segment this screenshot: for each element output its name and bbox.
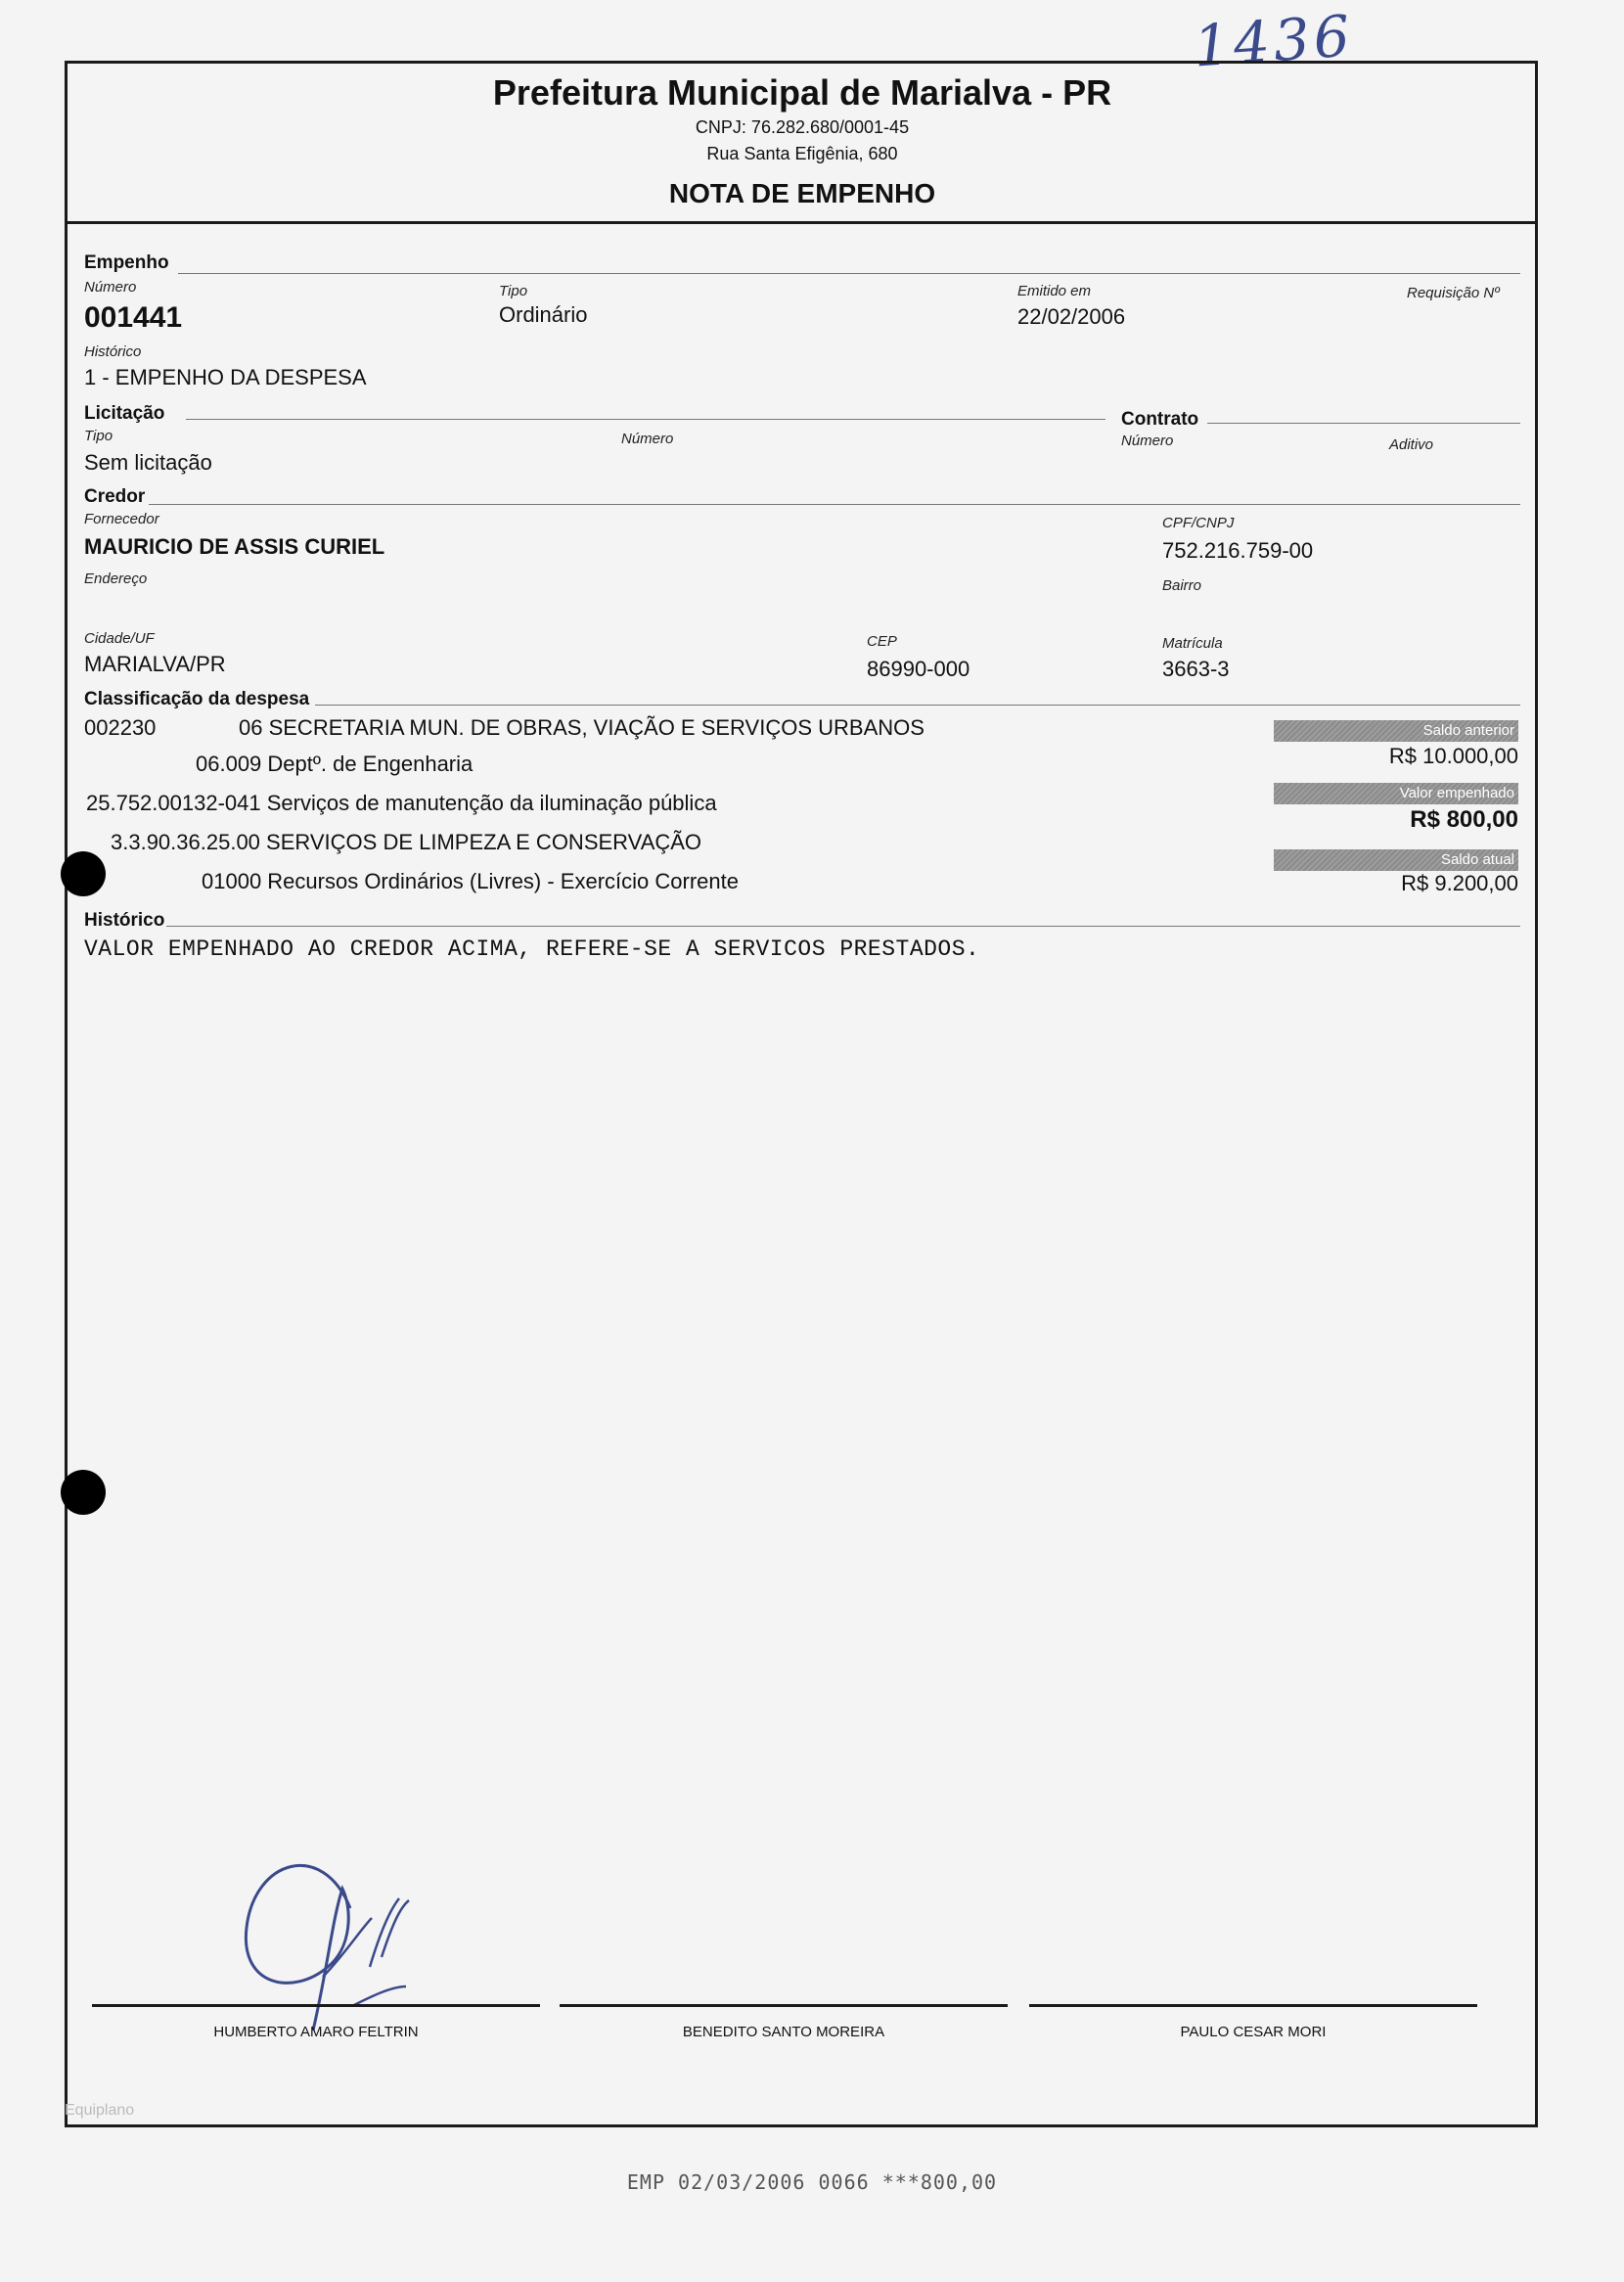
section-empenho: Empenho: [84, 252, 169, 273]
header-divider: [68, 221, 1535, 224]
historico-text: VALOR EMPENHADO AO CREDOR ACIMA, REFERE-SE A SERVICOS PRESTADOS.: [84, 936, 980, 962]
section-contrato: Contrato: [1121, 409, 1199, 430]
valor-empenhado-value: R$ 800,00: [1410, 806, 1518, 833]
signature-line: [92, 2004, 540, 2007]
bank-stamp: EMP 02/03/2006 0066 ***800,00: [626, 2170, 998, 2194]
dotacao-code: 002230: [84, 715, 157, 740]
empenho-tipo: Ordinário: [499, 302, 588, 327]
contrato-numero-label: Número: [1121, 433, 1174, 449]
section-classificacao: Classificação da despesa: [84, 689, 310, 709]
matricula-value: 3663-3: [1162, 657, 1230, 681]
punch-hole: [61, 851, 106, 896]
emitido-date: 22/02/2006: [1017, 304, 1126, 329]
cep-label: CEP: [867, 633, 897, 650]
orgao-line: 06 SECRETARIA MUN. DE OBRAS, VIAÇÃO E SERVIÇOS URBANOS: [239, 715, 925, 740]
saldo-atual-label: Saldo atual: [1274, 849, 1518, 871]
software-brand: Equiplano: [65, 2102, 135, 2119]
cpf-label: CPF/CNPJ: [1162, 515, 1235, 531]
unidade-line: 06.009 Deptº. de Engenharia: [196, 752, 474, 776]
tipo-label: Tipo: [499, 283, 528, 299]
historico-label: Histórico: [84, 343, 142, 360]
section-rule: [315, 705, 1520, 706]
emitido-label: Emitido em: [1017, 283, 1092, 299]
licitacao-tipo: Sem licitação: [84, 450, 212, 475]
bairro-label: Bairro: [1162, 577, 1202, 594]
section-rule: [149, 504, 1520, 505]
cep-value: 86990-000: [867, 657, 970, 681]
signature-line: [1029, 2004, 1477, 2007]
licitacao-tipo-label: Tipo: [84, 428, 113, 444]
document-title: NOTA DE EMPENHO: [668, 178, 936, 208]
numero-label: Número: [84, 279, 137, 296]
section-historico: Histórico: [84, 910, 165, 931]
section-rule: [186, 419, 1105, 420]
handwritten-page-number: 1436: [1191, 2, 1356, 80]
section-rule: [178, 273, 1520, 274]
saldo-anterior-value: R$ 10.000,00: [1388, 744, 1518, 768]
section-rule: [166, 926, 1520, 927]
recurso-line: 01000 Recursos Ordinários (Livres) - Exercício Corrente: [202, 869, 739, 893]
punch-hole: [61, 1470, 106, 1515]
fornecedor-label: Fornecedor: [84, 511, 159, 527]
org-name: Prefeitura Municipal de Marialva - PR: [492, 72, 1112, 113]
signatory-name: BENEDITO SANTO MOREIRA: [682, 2024, 885, 2040]
cidade-value: MARIALVA/PR: [84, 652, 226, 676]
matricula-label: Matrícula: [1162, 635, 1223, 652]
signatory-name: HUMBERTO AMARO FELTRIN: [213, 2024, 419, 2040]
licitacao-numero-label: Número: [621, 431, 674, 447]
empenho-numero: 001441: [84, 301, 183, 334]
saldo-atual-value: R$ 9.200,00: [1401, 871, 1518, 895]
handwritten-signature: [235, 1849, 440, 2045]
fornecedor-name: MAURICIO DE ASSIS CURIEL: [84, 534, 385, 559]
cidade-label: Cidade/UF: [84, 630, 155, 647]
funcional-line: 25.752.00132-041 Serviços de manutenção da iluminação pública: [86, 791, 717, 815]
org-address: Rua Santa Efigênia, 680: [706, 144, 898, 163]
section-credor: Credor: [84, 486, 146, 507]
contrato-aditivo-label: Aditivo: [1389, 436, 1434, 453]
requisicao-label: Requisição Nº: [1407, 285, 1500, 301]
endereco-label: Endereço: [84, 570, 148, 587]
org-cnpj: CNPJ: 76.282.680/0001-45: [695, 117, 910, 137]
section-licitacao: Licitação: [84, 403, 165, 424]
elemento-line: 3.3.90.36.25.00 SERVIÇOS DE LIMPEZA E CONSERVAÇÃO: [111, 830, 702, 854]
section-rule: [1207, 423, 1520, 424]
cpf-value: 752.216.759-00: [1162, 538, 1314, 563]
empenho-historico: 1 - EMPENHO DA DESPESA: [84, 365, 367, 389]
valor-empenhado-label: Valor empenhado: [1274, 783, 1518, 804]
signatory-name: PAULO CESAR MORI: [1180, 2024, 1327, 2040]
saldo-anterior-label: Saldo anterior: [1274, 720, 1518, 742]
signature-line: [560, 2004, 1008, 2007]
